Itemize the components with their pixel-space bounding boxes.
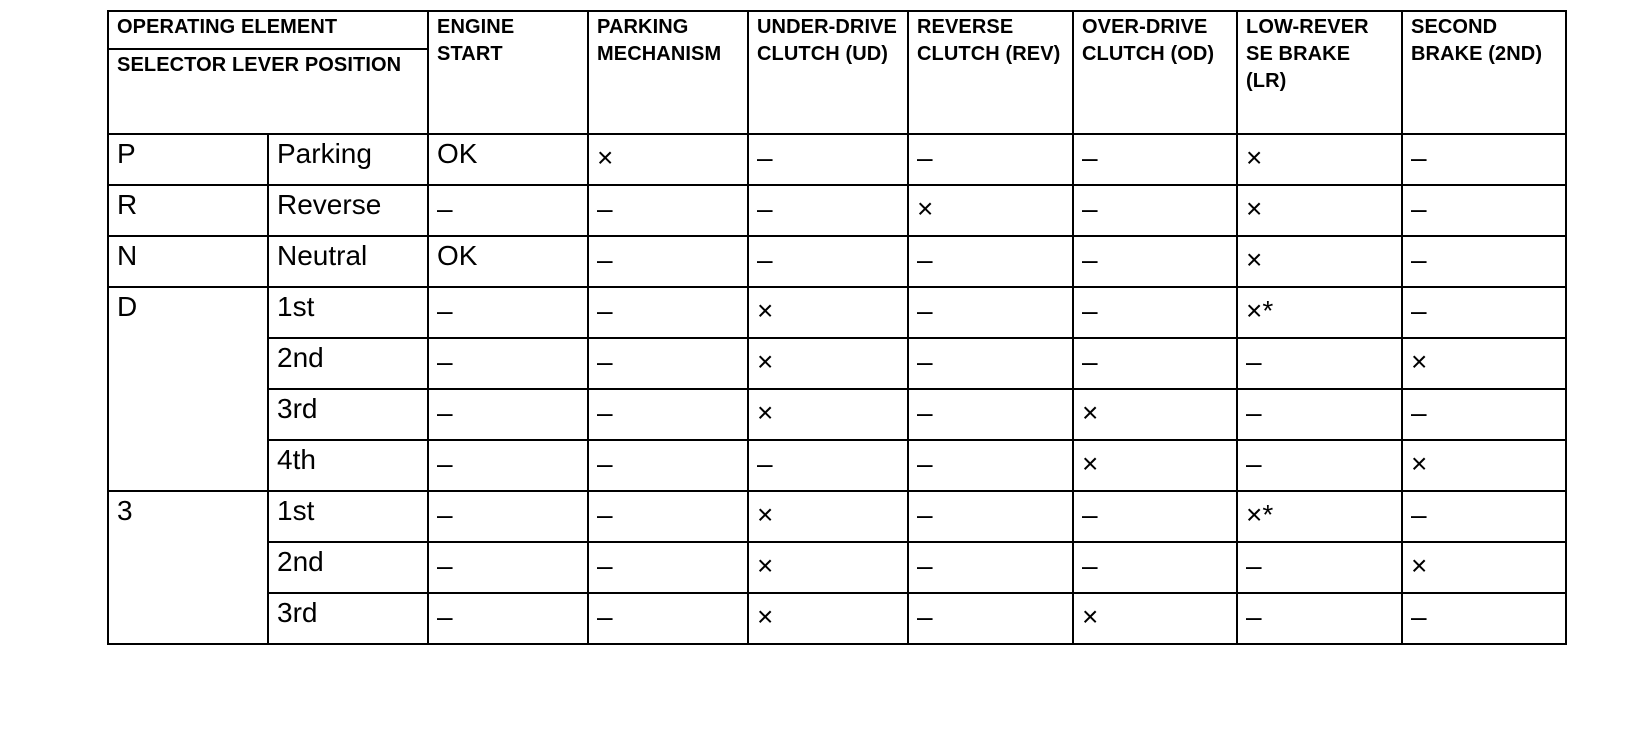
status-cell: – (428, 542, 588, 593)
status-cell: – (1073, 542, 1237, 593)
status-cell: – (588, 236, 748, 287)
gear-cell: Neutral (268, 236, 428, 287)
status-cell: × (748, 287, 908, 338)
column-header-second-brake: SECOND BRAKE (2ND) (1402, 11, 1566, 134)
status-cell: × (748, 491, 908, 542)
status-cell: × (1237, 236, 1402, 287)
status-cell: – (1237, 440, 1402, 491)
gear-cell: Reverse (268, 185, 428, 236)
status-cell: – (1237, 593, 1402, 644)
table-row (108, 236, 1566, 287)
status-cell: × (1402, 542, 1566, 593)
status-cell: – (908, 338, 1073, 389)
status-cell: – (1402, 134, 1566, 185)
status-cell: – (1402, 185, 1566, 236)
status-cell: – (1402, 593, 1566, 644)
status-cell: OK (428, 134, 588, 185)
status-cell: – (588, 185, 748, 236)
status-cell: – (1073, 338, 1237, 389)
column-header-engine-start: ENGINE START (428, 11, 588, 134)
selector-position-cell: D (108, 287, 268, 491)
table-row (108, 134, 1566, 185)
status-cell: – (588, 491, 748, 542)
status-cell: – (588, 440, 748, 491)
status-cell: – (428, 287, 588, 338)
status-cell: × (748, 389, 908, 440)
status-cell: – (428, 593, 588, 644)
status-cell: – (1402, 389, 1566, 440)
status-cell: – (1073, 287, 1237, 338)
status-cell: × (1402, 440, 1566, 491)
status-cell: – (1237, 542, 1402, 593)
table-row (108, 185, 1566, 236)
operating-element-header: OPERATING ELEMENT (108, 11, 428, 49)
gear-cell: 1st (268, 491, 428, 542)
status-cell: – (588, 593, 748, 644)
status-cell: – (1402, 236, 1566, 287)
status-cell: – (1073, 134, 1237, 185)
status-cell: ×* (1237, 287, 1402, 338)
selector-position-cell: N (108, 236, 268, 287)
status-cell: – (1073, 491, 1237, 542)
operating-element-table (107, 10, 1567, 645)
status-cell: – (908, 134, 1073, 185)
status-cell: – (908, 236, 1073, 287)
status-cell: ×* (1237, 491, 1402, 542)
selector-position-cell: 3 (108, 491, 268, 644)
column-header-low-reverse-brake: LOW-REVER SE BRAKE (LR) (1237, 11, 1402, 134)
status-cell: – (748, 134, 908, 185)
table-row (108, 593, 1566, 644)
status-cell: – (1402, 491, 1566, 542)
status-cell: × (1402, 338, 1566, 389)
table-row (108, 491, 1566, 542)
status-cell: – (1237, 338, 1402, 389)
gear-cell: 2nd (268, 542, 428, 593)
table-row (108, 338, 1566, 389)
selector-position-cell: P (108, 134, 268, 185)
status-cell: – (1073, 236, 1237, 287)
status-cell: × (748, 542, 908, 593)
status-cell: × (1073, 389, 1237, 440)
status-cell: – (1237, 389, 1402, 440)
status-cell: – (428, 440, 588, 491)
status-cell: × (1237, 134, 1402, 185)
status-cell: – (588, 542, 748, 593)
status-cell: – (588, 389, 748, 440)
gear-cell: 1st (268, 287, 428, 338)
table-row (108, 287, 1566, 338)
table-row (108, 542, 1566, 593)
status-cell: – (428, 491, 588, 542)
status-cell: × (1073, 440, 1237, 491)
gear-cell: 4th (268, 440, 428, 491)
status-cell: – (428, 338, 588, 389)
status-cell: – (588, 287, 748, 338)
status-cell: – (908, 491, 1073, 542)
status-cell: × (748, 593, 908, 644)
status-cell: × (588, 134, 748, 185)
table-row (108, 440, 1566, 491)
selector-lever-position-header: SELECTOR LEVER POSITION (108, 49, 428, 134)
gear-cell: 3rd (268, 593, 428, 644)
status-cell: – (428, 389, 588, 440)
column-header-overdrive-clutch: OVER-DRIVE CLUTCH (OD) (1073, 11, 1237, 134)
gear-cell: 3rd (268, 389, 428, 440)
column-header-parking-mechanism: PARKING MECHANISM (588, 11, 748, 134)
status-cell: × (1073, 593, 1237, 644)
status-cell: – (748, 236, 908, 287)
status-cell: – (748, 185, 908, 236)
status-cell: – (588, 338, 748, 389)
status-cell: – (748, 440, 908, 491)
status-cell: – (908, 593, 1073, 644)
status-cell: – (908, 287, 1073, 338)
status-cell: – (428, 185, 588, 236)
status-cell: – (908, 389, 1073, 440)
gear-cell: Parking (268, 134, 428, 185)
gear-cell: 2nd (268, 338, 428, 389)
table-body (108, 11, 1566, 644)
column-header-reverse-clutch: REVERSE CLUTCH (REV) (908, 11, 1073, 134)
status-cell: – (1402, 287, 1566, 338)
status-cell: – (1073, 185, 1237, 236)
column-header-underdrive-clutch: UNDER-DRIVE CLUTCH (UD) (748, 11, 908, 134)
status-cell: × (908, 185, 1073, 236)
selector-position-cell: R (108, 185, 268, 236)
table-row (108, 389, 1566, 440)
status-cell: × (1237, 185, 1402, 236)
operating-element-table-container (107, 10, 1567, 645)
status-cell: OK (428, 236, 588, 287)
status-cell: – (908, 542, 1073, 593)
status-cell: × (748, 338, 908, 389)
header-row (108, 11, 1566, 49)
status-cell: – (908, 440, 1073, 491)
